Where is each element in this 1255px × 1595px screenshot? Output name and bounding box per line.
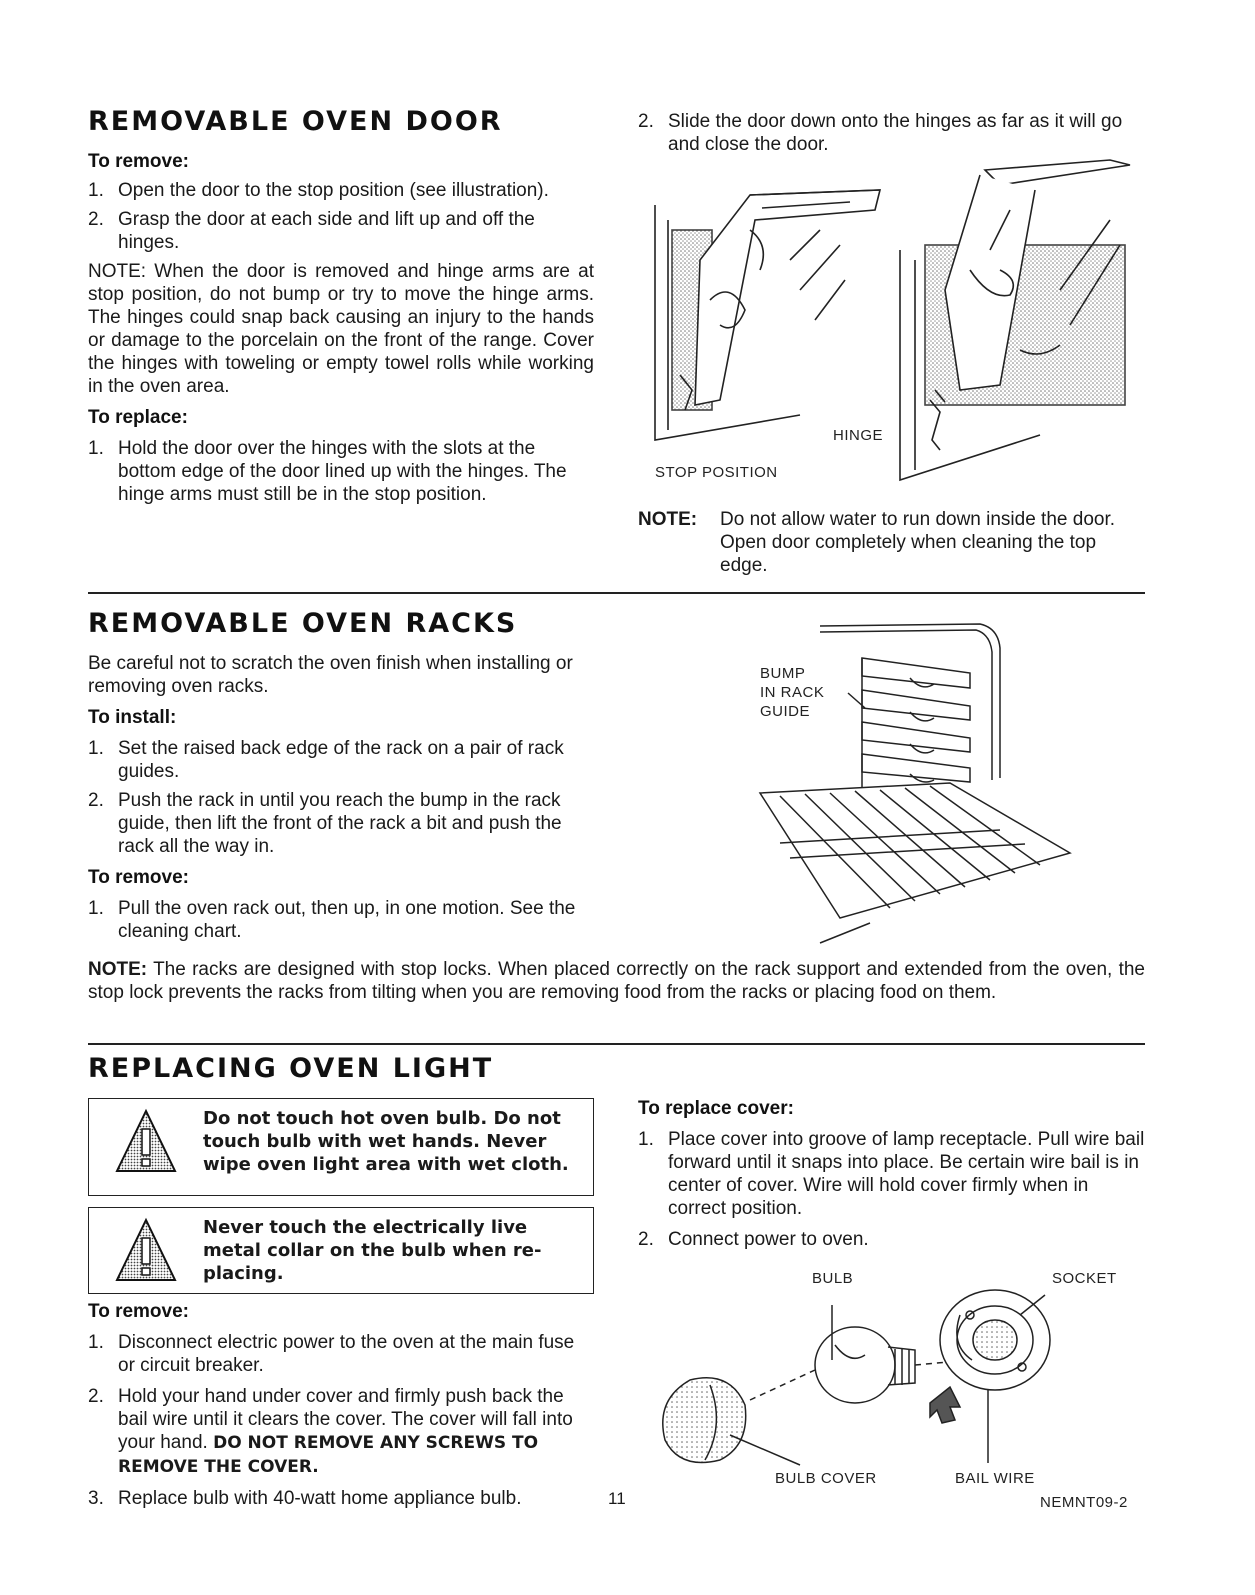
note-text: Do not allow water to run down inside the door. Open door completely when cleaning the top edge. <box>720 509 1116 576</box>
list-item: 1. Pull the oven rack out, then up, in one motion. See the cleaning chart. <box>88 898 576 942</box>
to-replace-cover-heading: To replace cover: <box>638 1098 794 1119</box>
divider <box>88 1043 1145 1045</box>
racks-intro: Be careful not to scratch the oven finish when installing or removing oven racks. <box>88 653 573 697</box>
list-item: 1. Set the raised back edge of the rack on a pair of rack guides. <box>88 738 564 782</box>
to-remove-heading: To remove: <box>88 1301 190 1322</box>
list-item: 1. Open the door to the stop position (see illustration). <box>88 180 549 201</box>
oven-door-left-column <box>88 150 594 506</box>
oven-light-illustration <box>650 1285 1080 1485</box>
warning-box-live-collar <box>88 1207 594 1294</box>
divider <box>88 592 1145 594</box>
list-item: 2. Push the rack in until you reach the bump in the rack guide, then lift the front of the rack a bit and push the rack all the way in. <box>88 790 562 857</box>
warning-text: Never touch the electrically live metal collar on the bulb when re-placing. <box>203 1217 542 1284</box>
list-item: 1. Hold the door over the hinges with the slots at the bottom edge of the door lined up with the hinges. The hinge arms must still be in the stop position. <box>88 438 567 505</box>
racks-note <box>88 958 1145 1004</box>
to-remove-heading: To remove: <box>88 151 190 172</box>
note-text: The racks are designed with stop locks. When placed correctly on the rack support and extended from the oven, the stop lock prevents the racks from tilting when you are removing food from the racks or placing food on them. <box>88 959 1145 1003</box>
warning-box-hot-bulb <box>88 1098 594 1196</box>
bulb-cover-label: BULB COVER <box>775 1470 877 1487</box>
section-title-oven-door: REMOVABLE OVEN DOOR <box>88 106 503 137</box>
warning-icon <box>115 1216 177 1284</box>
list-item: 2. Grasp the door at each side and lift up and off the hinges. <box>88 209 535 253</box>
oven-light-right-column <box>638 1097 1148 1251</box>
list-item: 2. Hold your hand under cover and firmly push back the bail wire until it clears the cover. The cover will fall into your hand. DO NOT REMOVE ANY SCREWS TO REMOVE THE COVER. <box>88 1386 573 1477</box>
note-label: NOTE: <box>88 959 148 980</box>
list-item: 2. Connect power to oven. <box>638 1229 869 1250</box>
warning-icon <box>115 1107 177 1175</box>
document-code: NEMNT09-2 <box>1040 1494 1128 1511</box>
list-item: 3. Replace bulb with 40-watt home appliance bulb. <box>88 1488 522 1509</box>
to-replace-heading: To replace: <box>88 407 188 428</box>
note-label: NOTE: <box>638 509 698 530</box>
section-title-oven-racks: REMOVABLE OVEN RACKS <box>88 608 518 639</box>
bulb-label: BULB <box>812 1270 854 1287</box>
list-item: 2. Slide the door down onto the hinges as far as it will go and close the door. <box>638 111 1123 155</box>
door-note-2 <box>638 508 1148 577</box>
list-item: 1. Disconnect electric power to the oven at the main fuse or circuit breaker. <box>88 1332 575 1376</box>
stop-position-label: STOP POSITION <box>655 464 778 481</box>
to-install-heading: To install: <box>88 707 177 728</box>
oven-light-left-column <box>88 1300 594 1510</box>
socket-label: SOCKET <box>1052 1270 1117 1287</box>
door-note: NOTE: When the door is removed and hinge arms are at stop position, do not bump or try to move the hinge arms. The hinges could snap back causing an injury to the hands or damage to the porcelain on the front of the range. Cover the hinges with toweling or empty towel rolls while working in the oven area. <box>88 261 594 397</box>
to-remove-heading: To remove: <box>88 867 190 888</box>
section-title-oven-light: REPLACING OVEN LIGHT <box>88 1053 494 1084</box>
oven-racks-left-column <box>88 652 594 943</box>
oven-door-illustration <box>640 150 1150 500</box>
warning-text: Do not touch hot oven bulb. Do not touch bulb with wet hands. Never wipe oven light area with wet cloth. <box>203 1108 569 1175</box>
bump-in-rack-guide-label: BUMP IN RACK GUIDE <box>760 665 825 720</box>
bail-wire-label: BAIL WIRE <box>955 1470 1035 1487</box>
hinge-label: HINGE <box>833 427 884 444</box>
list-item: 1. Place cover into groove of lamp receptacle. Pull wire bail forward until it snaps into place. Be certain wire bail is in center of cover. Wire will hold cover firmly when in correct position. <box>638 1129 1145 1219</box>
page-number: 11 <box>608 1489 626 1508</box>
